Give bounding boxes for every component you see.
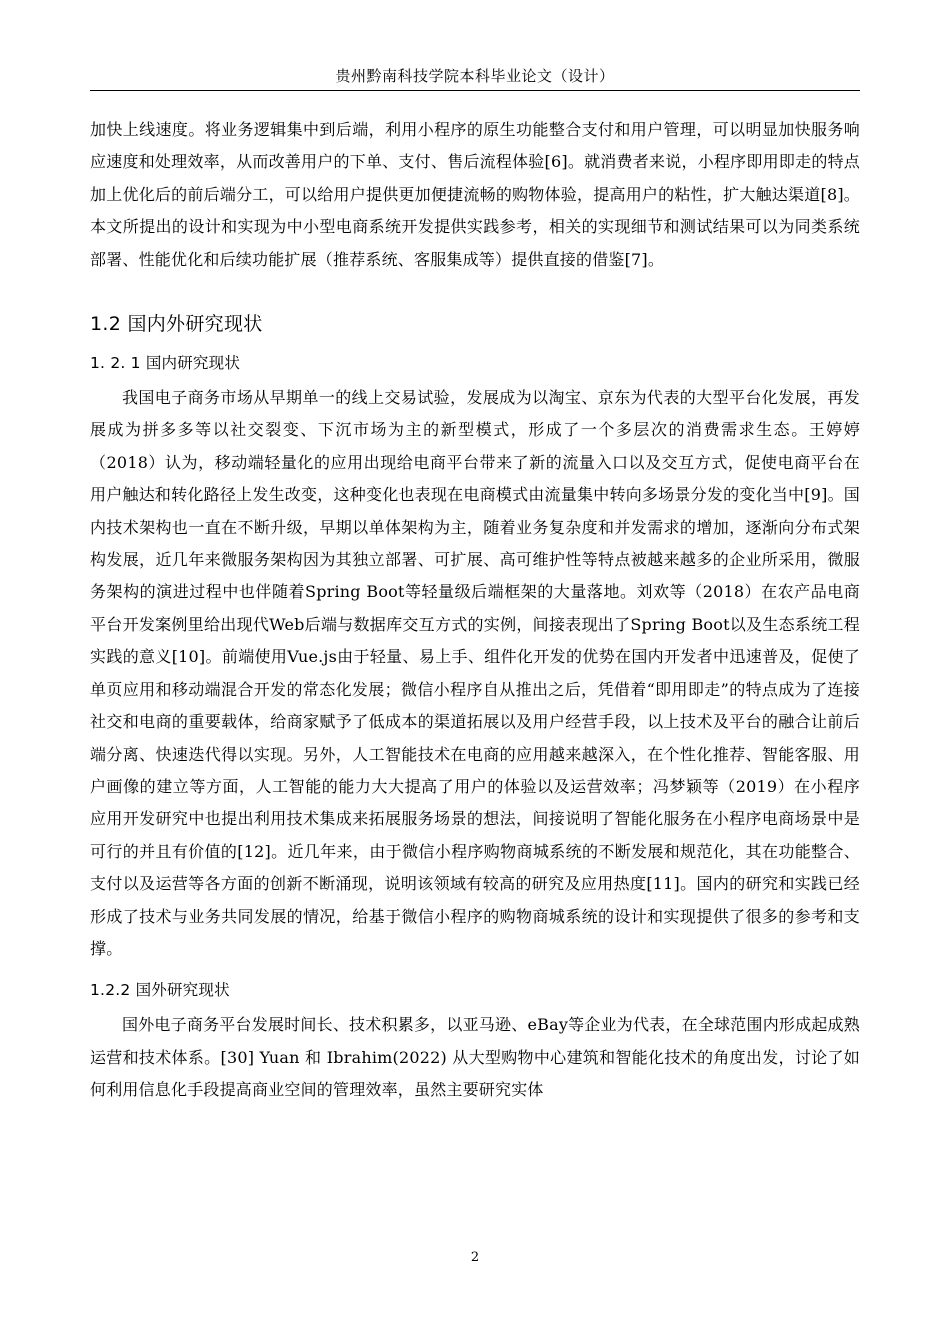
page-body: [90, 114, 860, 1107]
subsection-heading-1-2-2: 1.2.2 国外研究现状: [90, 981, 230, 1000]
domestic-research-paragraph: 我国电子商务市场从早期单一的线上交易试验，发展成为以淘宝、京东为代表的大型平台化发展，再发展成为拼多多等以社交裂变、下沉市场为主的新型模式，形成了一个多层次的消费需求生态。王婷婷（2018）认为，移动端轻量化的应用出现给电商平台带来了新的流量入口以及交互方式，促使电商平台在用户触达和转化路径上发生改变，这种变化也表现在电商模式由流量集中转向多场景分发的变化当中[9]。国内技术架构也一直在不断升级，早期以单体架构为主，随着业务复杂度和并发需求的增加，逐渐向分布式架构发展，近几年来微服务架构因为其独立部署、可扩展、高可维护性等特点被越来越多的企业所采用，微服务架构的演进过程中也伴随着Spring Boot等轻量级后端框架的大量落地。刘欢等（2018）在农产品电商平台开发案例里给出现代Web后端与数据库交互方式的实例，间接表现出了Spring Boot以及生态系统工程实践的意义[10]。前端使用Vue.js由于轻量、易上手、组件化开发的优势在国内开发者中迅速普及，促使了单页应用和移动端混合开发的常态化发展；微信小程序自从推出之后，凭借着“即用即走”的特点成为了连接社交和电商的重要载体，给商家赋予了低成本的渠道拓展以及用户经营手段，以上技术及平台的融合让前后端分离、快速迭代得以实现。另外，人工智能技术在电商的应用越来越深入，在个性化推荐、智能客服、用户画像的建立等方面，人工智能的能力大大提高了用户的体验以及运营效率；冯梦颖等（2019）在小程序应用开发研究中也提出利用技术集成来拓展服务场景的想法，间接说明了智能化服务在小程序电商场景中是可行的并且有价值的[12]。近几年来，由于微信小程序购物商城系统的不断发展和规范化，其在功能整合、支付以及运营等各方面的创新不断涌现，说明该领域有较高的研究及应用热度[11]。国内的研究和实践已经形成了技术与业务共同发展的情况，给基于微信小程序的购物商城系统的设计和实现提供了很多的参考和支撑。: [90, 388, 860, 958]
header-rule: [90, 90, 860, 91]
section-heading-1-2: 1.2 国内外研究现状: [90, 313, 263, 336]
running-header: 贵州黔南科技学院本科毕业论文（设计）: [335, 67, 615, 85]
subsection-heading-1-2-1: 1. 2. 1 国内研究现状: [90, 354, 241, 373]
intro-paragraph: 加快上线速度。将业务逻辑集中到后端，利用小程序的原生功能整合支付和用户管理，可以明显加快服务响应速度和处理效率，从而改善用户的下单、支付、售后流程体验[6]。就消费者来说，小程序即用即走的特点加上优化后的前后端分工，可以给用户提供更加便捷流畅的购物体验，提高用户的粘性，扩大触达渠道[8]。本文所提出的设计和实现为中小型电商系统开发提供实践参考，相关的实现细节和测试结果可以为同类系统部署、性能优化和后续功能扩展（推荐系统、客服集成等）提供直接的借鉴[7]。: [90, 120, 860, 269]
page-number: 2: [470, 1250, 480, 1265]
foreign-research-paragraph: 国外电子商务平台发展时间长、技术积累多，以亚马逊、eBay等企业为代表，在全球范围内形成起成熟运营和技术体系。[30] Yuan 和 Ibrahim(2022) 从大型购物中心建筑和智能化技术的角度出发，讨论了如何利用信息化手段提高商业空间的管理效率，虽然主要研究实体: [90, 1015, 860, 1100]
